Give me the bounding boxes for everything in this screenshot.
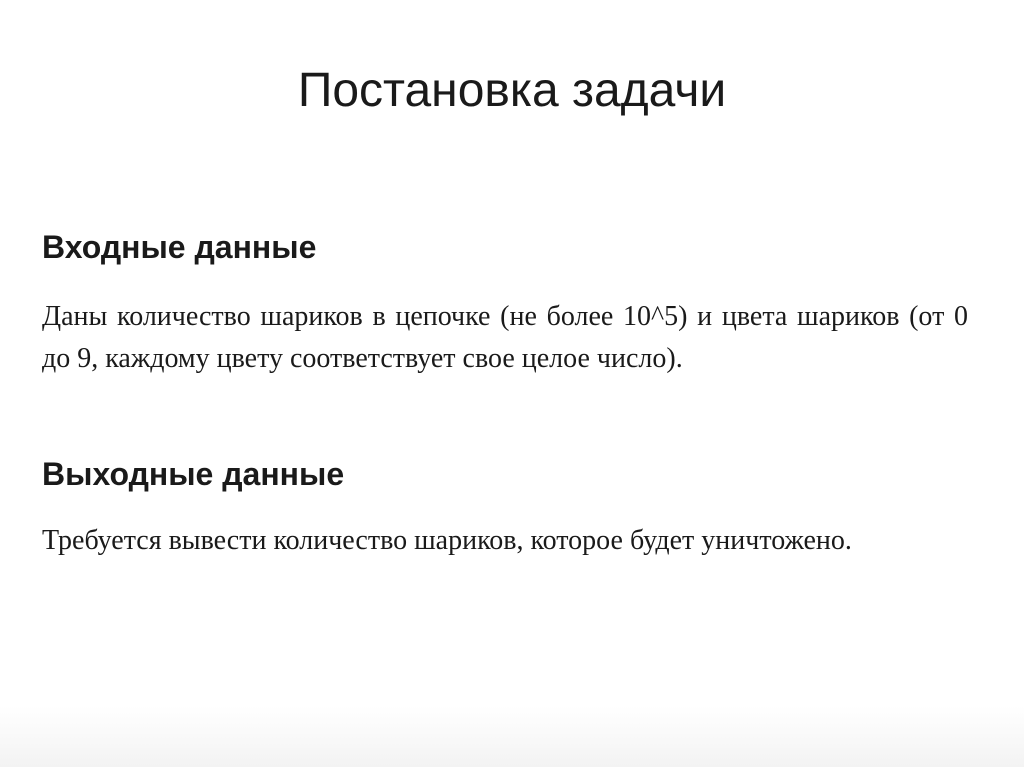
output-data-text: Требуется вывести количество шариков, которое будет уничтожено. [42,525,852,556]
input-data-heading: Входные данные [42,229,317,265]
output-data-heading: Выходные данные [42,456,345,492]
input-data-text: Даны количество шариков в цепочке (не более 10^5) и цвета шариков (от 0 до 9, каждому цвету соответствует свое целое число). [42,301,968,374]
slide-title: Постановка задачи [297,64,727,117]
